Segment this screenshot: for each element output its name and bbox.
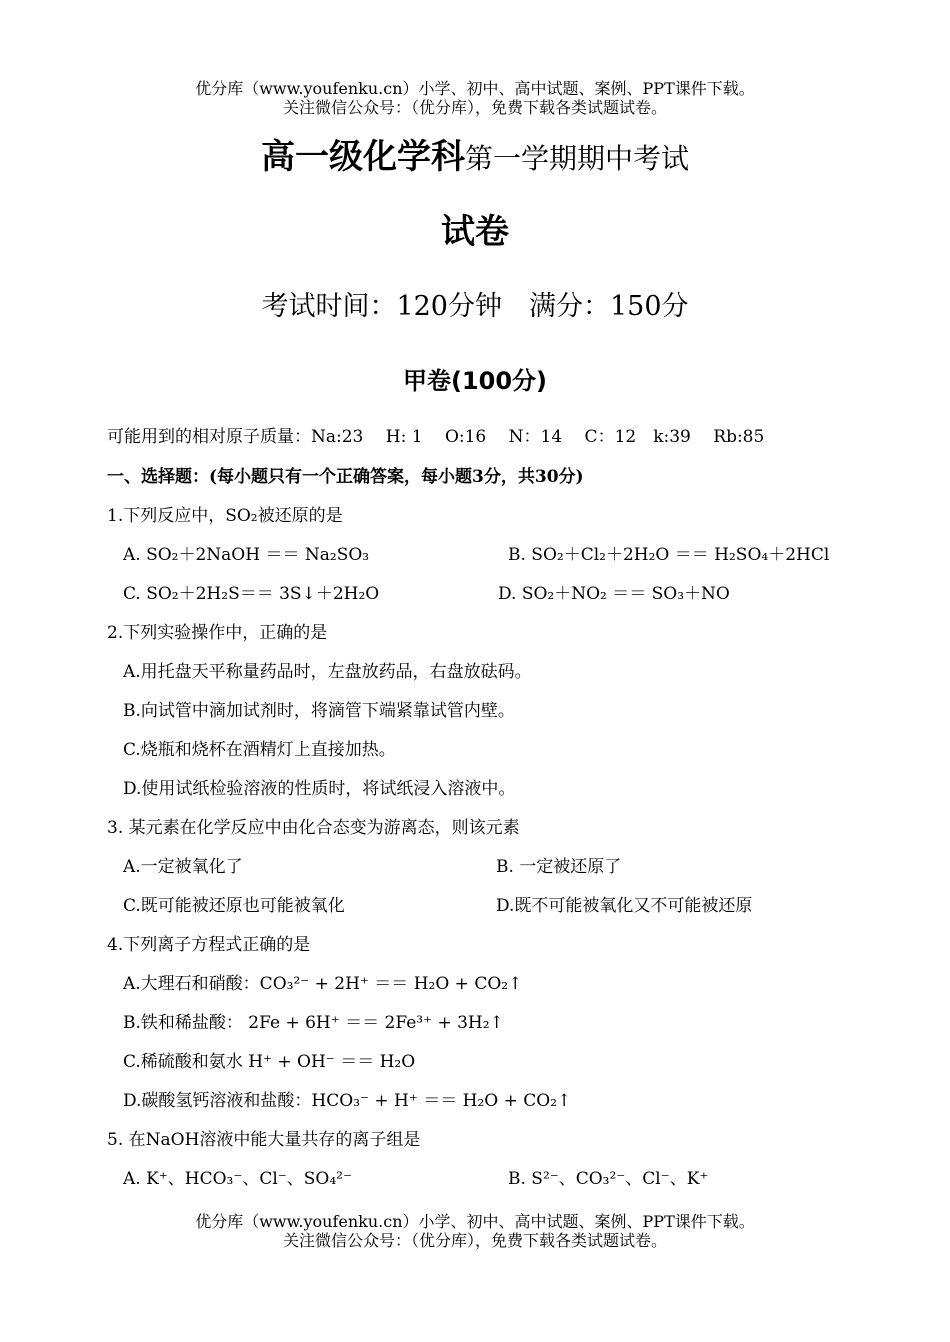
q1-stem: 1.下列反应中，SO₂被还原的是 [107, 506, 343, 526]
q5-option-b: B. S²⁻、CO₃²⁻、Cl⁻、K⁺ [508, 1169, 709, 1189]
q2-option-b: B.向试管中滴加试剂时，将滴管下端紧靠试管内壁。 [123, 701, 515, 721]
footer-line-2: 关注微信公众号：（优分库），免费下载各类试题试卷。 [282, 1231, 667, 1250]
q5-option-a: A. K⁺、HCO₃⁻、Cl⁻、SO₄²⁻ [123, 1169, 352, 1189]
title-bold-part: 高一级化学科 [260, 137, 465, 177]
q2-option-a: A.用托盘天平称量药品时，左盘放药品，右盘放砝码。 [123, 662, 532, 682]
q4-option-c: C.稀硫酸和氨水 H⁺ + OH⁻ ＝＝ H₂O [123, 1052, 416, 1072]
part-a-title: 甲卷(100分) [402, 367, 548, 395]
q4-option-a: A.大理石和硝酸：CO₃²⁻ + 2H⁺ ＝＝ H₂O + CO₂↑ [123, 974, 523, 994]
q1-option-c: C. SO₂＋2H₂S＝＝ 3S↓＋2H₂O [123, 584, 380, 604]
q1-option-b: B. SO₂＋Cl₂＋2H₂O ＝＝ H₂SO₄＋2HCl [508, 545, 830, 565]
header-line-1: 优分库（www.youfenku.cn）小学、初中、高中试题、案例、PPT课件下载。 [195, 79, 755, 98]
q1-option-d: D. SO₂＋NO₂ ＝＝ SO₃＋NO [498, 584, 730, 604]
section-1-title: 一、选择题：(每小题只有一个正确答案，每小题3分，共30分) [107, 467, 584, 487]
q4-stem: 4.下列离子方程式正确的是 [107, 935, 311, 955]
page-title-line-2: 试卷 [441, 212, 509, 252]
exam-info: 考试时间：120分钟 满分：150分 [261, 291, 689, 322]
q3-option-d: D.既不可能被氧化又不可能被还原 [496, 896, 753, 916]
q2-option-c: C.烧瓶和烧杯在酒精灯上直接加热。 [123, 740, 396, 760]
q3-option-a: A.一定被氧化了 [123, 857, 243, 877]
q4-option-d: D.碳酸氢钙溶液和盐酸：HCO₃⁻ + H⁺ ＝＝ H₂O + CO₂↑ [123, 1091, 572, 1111]
q2-option-d: D.使用试纸检验溶液的性质时，将试纸浸入溶液中。 [123, 779, 516, 799]
q3-stem: 3. 某元素在化学反应中由化合态变为游离态，则该元素 [107, 818, 520, 838]
q3-option-b: B. 一定被还原了 [496, 857, 622, 877]
atomic-masses: 可能用到的相对原子质量：Na:23 H: 1 O:16 N：14 C：12 k:39 Rb:85 [107, 427, 765, 447]
q5-stem: 5. 在NaOH溶液中能大量共存的离子组是 [107, 1130, 421, 1150]
q4-option-b: B.铁和稀盐酸： 2Fe + 6H⁺ ＝＝ 2Fe³⁺ + 3H₂↑ [123, 1013, 504, 1033]
q2-stem: 2.下列实验操作中，正确的是 [107, 623, 328, 643]
title-light-part: 第一学期期中考试 [464, 142, 689, 175]
q1-option-a: A. SO₂＋2NaOH ＝＝ Na₂SO₃ [123, 545, 370, 565]
header-line-2: 关注微信公众号：（优分库），免费下载各类试题试卷。 [282, 98, 667, 117]
page-title [0, 137, 950, 179]
q3-option-c: C.既可能被还原也可能被氧化 [123, 896, 345, 916]
footer-line-1: 优分库（www.youfenku.cn）小学、初中、高中试题、案例、PPT课件下载。 [195, 1212, 755, 1231]
